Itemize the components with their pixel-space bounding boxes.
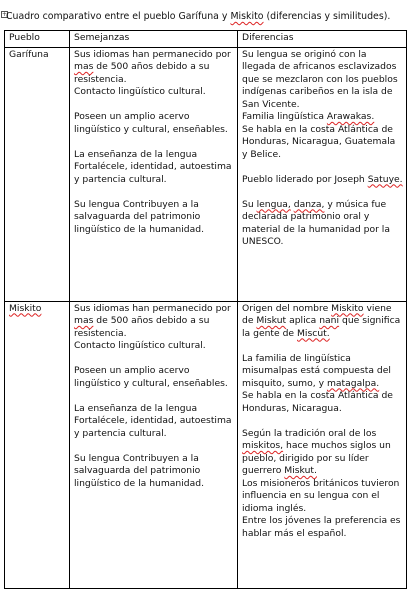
semejanza-paragraph: Sus idiomas han permanecido por mas de 500 años debido a su resistencia. Contacto lingüístico cultural. [74, 48, 231, 97]
semejanza-paragraph: Su lengua Contribuyen a la salvaguarda del patrimonio lingüístico de la humanidad. [74, 198, 205, 235]
table-anchor-icon[interactable]: + [2, 11, 8, 18]
cell-semejanzas-miskito [70, 301, 238, 588]
semejanza-paragraph: Poseen un amplio acervo lingüístico y cultural, enseñables. [74, 365, 228, 389]
table-header-row [5, 31, 407, 48]
pueblo-name: Garífuna [9, 48, 49, 60]
semejanza-paragraph: Poseen un amplio acervo lingüístico y cultural, enseñables. [74, 111, 228, 135]
cell-pueblo-garifuna [5, 47, 70, 301]
diferencia-paragraph: Su lengua se originó con la llegada de africanos esclavizados que se mezclaron con los pueblos indígenas caribeños en la isla de San Vicente. Familia lingüística Arawakas. Se habla en la costa Atlántica de Honduras, Nicaragua, Guatemala y Belice. [242, 48, 398, 160]
diferencia-paragraph: Origen del nombre Miskito viene de Miskut aplica nani que significa la gente de Miscut. [242, 302, 401, 339]
semejanza-paragraph: Sus idiomas han permanecido por mas de 500 años debido a su resistencia. Contacto lingüístico cultural. [74, 302, 231, 351]
header-semejanzas: Semejanzas [70, 31, 238, 48]
document-title: Cuadro comparativo entre el pueblo Garífuna y Miskito (diferencias y similitudes). [6, 11, 391, 22]
header-diferencias: Diferencias [238, 31, 407, 48]
diferencia-paragraph: Pueblo liderado por Joseph Satuye. [242, 173, 403, 185]
table-row-miskito [5, 301, 407, 588]
cell-semejanzas-garifuna [70, 47, 238, 301]
diferencia-paragraph: La familia de lingüística misumalpas está compuesta del misquito, sumo, y matagalpa. Se habla en la costa Atlántica de Honduras, Nicaragua. [242, 352, 393, 414]
semejanza-paragraph: La enseñanza de la lengua Fortalécele, identidad, autoestima y partencia cultural. [74, 402, 232, 439]
semejanza-paragraph: La enseñanza de la lengua Fortalécele, identidad, autoestima y partencia cultural. [74, 148, 232, 185]
cell-diferencias-garifuna [238, 47, 407, 301]
cell-diferencias-miskito [238, 301, 407, 588]
pueblo-name: Miskito [9, 302, 42, 314]
table-row-garifuna [5, 47, 407, 301]
semejanza-paragraph: Su lengua Contribuyen a la salvaguarda del patrimonio lingüístico de la humanidad. [74, 452, 205, 489]
cell-pueblo-miskito [5, 301, 70, 588]
header-pueblo: Pueblo [5, 31, 70, 48]
comparison-table [4, 30, 407, 589]
diferencia-paragraph: Según la tradición oral de los miskitos, hace muchos siglos un pueblo, dirigido por su líder guerrero Miskut. Los misioneros británicos tuvieron influencia en su lengua con el idioma inglés. Entre los jóvenes la preferencia es hablar más el español. [242, 427, 401, 539]
diferencia-paragraph: Su lengua, danza, y música fue declarada patrimonio oral y material de la humanidad por la UNESCO. [242, 198, 390, 247]
